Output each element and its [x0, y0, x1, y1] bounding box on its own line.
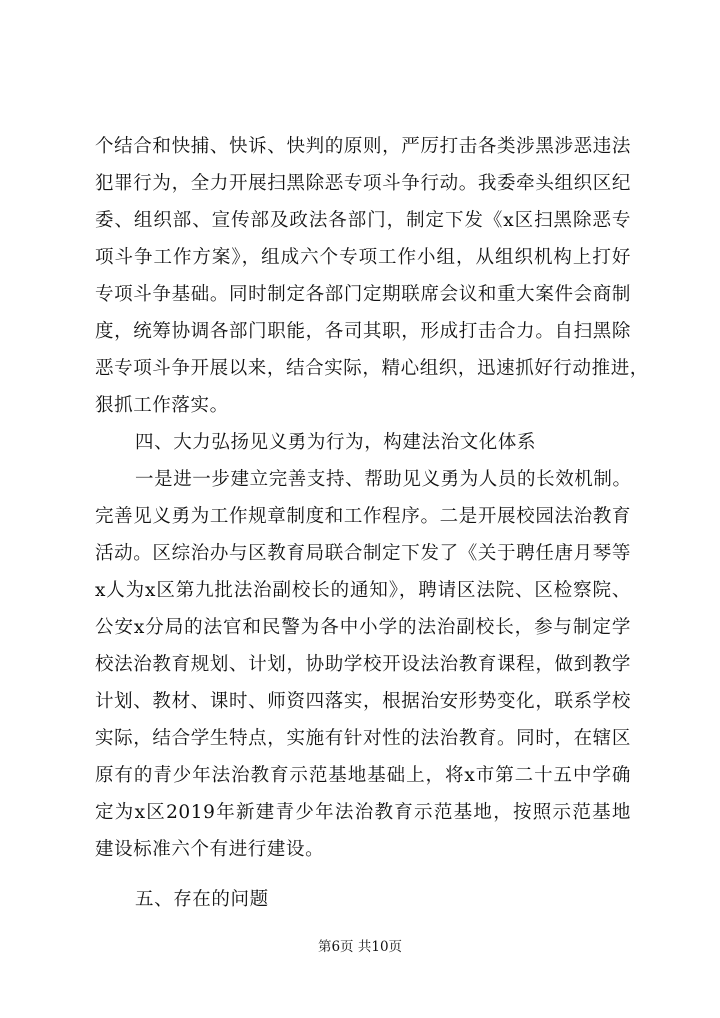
text-line: 计划、教材、课时、师资四落实，根据治安形势变化，联系学校 [95, 691, 631, 712]
document-body [95, 128, 649, 918]
text-line: 狠抓工作落实。 [95, 395, 229, 416]
text-line: 定为x区2019年新建青少年法治教育示范基地，按照示范基地 [95, 802, 631, 823]
text-line: 委、组织部、宣传部及政法各部门，制定下发《x区扫黑除恶专 [95, 210, 631, 231]
paragraph-spacer [95, 868, 631, 881]
page-number-footer: 第6页 共10页 [317, 939, 403, 955]
text-line: 完善见义勇为工作规章制度和工作程序。二是开展校园法治教育 [95, 506, 631, 527]
section-heading-line: 四、大力弘扬见义勇为行为，构建法治文化体系 [135, 432, 537, 453]
text-line: 专项斗争基础。同时制定各部门定期联席会议和重大案件会商制 [95, 284, 631, 305]
text-line: 项斗争工作方案》，组成六个专项工作小组，从组织机构上打好 [95, 247, 631, 268]
text-line: 一是进一步建立完善支持、帮助见义勇为人员的长效机制。 [135, 469, 632, 490]
text-line: 犯罪行为，全力开展扫黑除恶专项斗争行动。我委牵头组织区纪 [95, 173, 631, 194]
text-line: 建设标准六个有进行建设。 [95, 839, 325, 860]
text-line: 活动。区综治办与区教育局联合制定下发了《关于聘任唐月琴等 [95, 543, 631, 564]
text-line: x人为x区第九批法治副校长的通知》，聘请区法院、区检察院、 [95, 580, 631, 601]
text-line: 恶专项斗争开展以来，结合实际，精心组织，迅速抓好行动推进， [95, 358, 649, 379]
text-line: 实际，结合学生特点，实施有针对性的法治教育。同时，在辖区 [95, 728, 631, 749]
text-line: 原有的青少年法治教育示范基地基础上，将x市第二十五中学确 [95, 765, 631, 786]
text-line: 个结合和快捕、快诉、快判的原则，严厉打击各类涉黑涉恶违法 [95, 136, 631, 157]
section-heading-line: 五、存在的问题 [135, 889, 269, 910]
text-line: 校法治教育规划、计划，协助学校开设法治教育课程，做到教学 [95, 654, 631, 675]
text-line: 度，统筹协调各部门职能，各司其职，形成打击合力。自扫黑除 [95, 321, 631, 342]
text-line: 公安x分局的法官和民警为各中小学的法治副校长，参与制定学 [95, 617, 631, 638]
